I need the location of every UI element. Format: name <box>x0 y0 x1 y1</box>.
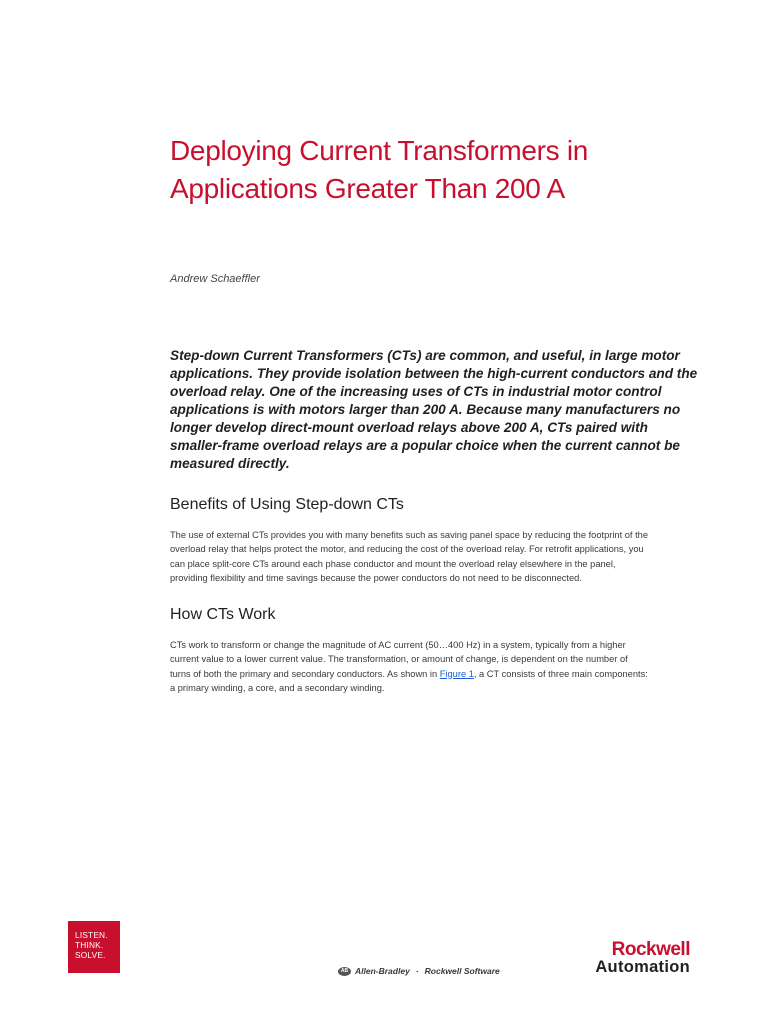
abstract <box>170 347 698 473</box>
body-text-fragment: turns of both the primary and secondary conductors. As shown in <box>170 668 440 679</box>
abstract-line: overload relay. One of the increasing uses of CTs in industrial motor control <box>170 384 662 399</box>
section-heading-benefits: Benefits of Using Step-down CTs <box>170 496 404 513</box>
document-title <box>170 132 730 208</box>
abstract-line: applications is with motors larger than 200 A. Because many manufacturers no <box>170 402 681 417</box>
title-line-1: Deploying Current Transformers in <box>170 135 589 166</box>
section-body-benefits <box>170 528 700 585</box>
allen-bradley-icon: AB <box>338 967 351 976</box>
brand-allen-bradley: Allen-Bradley <box>355 966 410 976</box>
brand-separator: · <box>415 966 419 976</box>
body-text-fragment: , a CT consists of three main components: <box>473 668 648 679</box>
listen-think-solve-logo <box>68 921 120 973</box>
logo-text-line: SOLVE. <box>75 950 106 960</box>
body-line: current value to a lower current value. The transformation, or amount of change, is dependent on the number of <box>170 654 628 665</box>
abstract-line: longer develop direct-mount overload relays above 200 A, CTs paired with <box>170 420 648 435</box>
section-heading-how-cts-work: How CTs Work <box>170 606 276 623</box>
abstract-line: applications. They provide isolation between the high-current conductors and the <box>170 366 698 381</box>
body-line: can place split-core CTs around each phase conductor and mount the overload relay elsewhere in the panel, <box>170 558 616 569</box>
body-line: CTs work to transform or change the magnitude of AC current (50…400 Hz) in a system, typically from a higher <box>170 640 626 650</box>
body-line: overload relay that helps protect the motor, and reducing the cost of the overload relay. For retrofit applications, you <box>170 544 644 555</box>
abstract-line: smaller-frame overload relays are a popular choice when the current cannot be <box>170 438 680 453</box>
body-line: a primary winding, a core, and a secondary winding. <box>170 682 385 693</box>
logo-text-line: THINK. <box>75 940 104 950</box>
abstract-line: Step-down Current Transformers (CTs) are common, and useful, in large motor <box>170 348 680 363</box>
rockwell-automation-logo <box>582 940 690 976</box>
body-line: The use of external CTs provides you with many benefits such as saving panel space by reducing the footprint of the <box>170 530 649 540</box>
logo-line-automation: Automation <box>595 958 690 976</box>
author-name: Andrew Schaeffler <box>170 273 260 285</box>
logo-line-rockwell: Rockwell <box>611 939 690 960</box>
abstract-line: measured directly. <box>170 456 290 471</box>
section-body-how-cts-work <box>170 638 700 695</box>
logo-text-line: LISTEN. <box>75 930 108 940</box>
body-line: providing flexibility and time savings because the power conductors do not need to be disconnected. <box>170 572 582 583</box>
title-line-2: Applications Greater Than 200 A <box>170 173 565 204</box>
brand-rockwell-software: Rockwell Software <box>424 966 500 976</box>
brand-strip <box>338 966 500 976</box>
body-line-with-link <box>170 667 700 681</box>
figure-1-link[interactable]: Figure 1 <box>439 668 474 679</box>
